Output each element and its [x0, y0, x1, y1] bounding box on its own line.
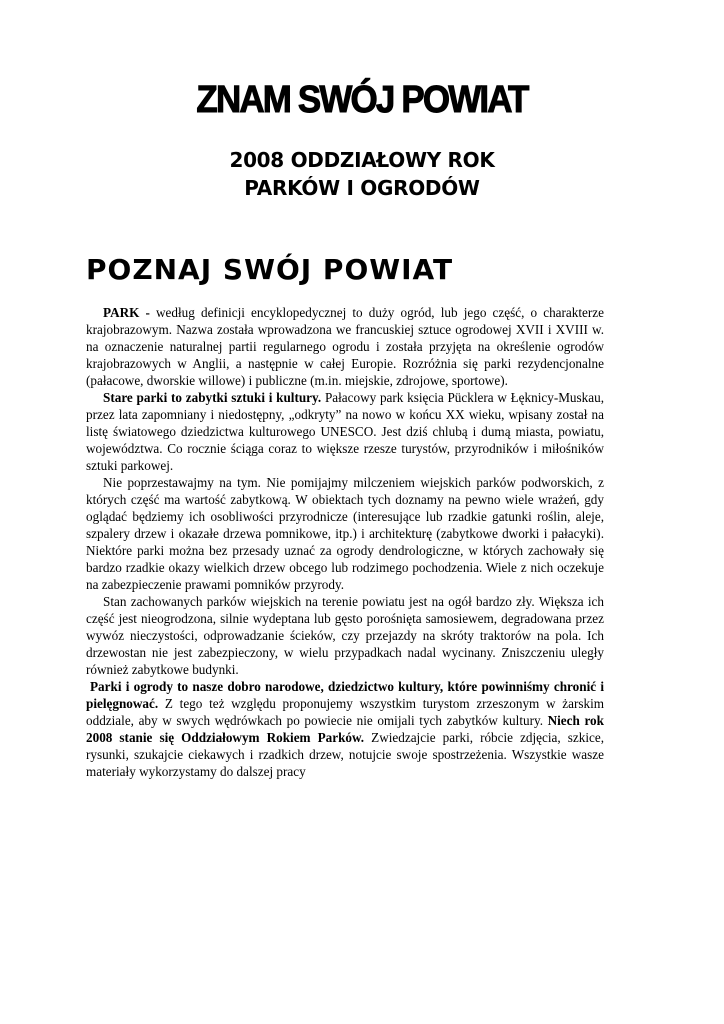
paragraph-1 — [86, 304, 604, 389]
paragraph-1-text: według definicji encyklopedycznej to duży ogród, lub jego część, o charakterze krajobrazowym. Nazwa została wprowadzona we francuskiej sztuce ogrodowej XVII i XVIII w. na oznaczenie naturalnej partii regularnego ogrodu i została przyjęta na określenie ogrodów krajobrazowych w Anglii, a następnie w całej Europie. Rozróżnia się parki rezydencjonalne (pałacowe, dworskie willowe) i publiczne (m.in. miejskie, zdrojowe, sportowe). — [86, 305, 604, 388]
paragraph-5-text-1: Z tego też względu proponujemy wszystkim turystom zrzeszonym w żarskim oddziale, aby w swych wędrówkach po powiecie nie omijali tych zabytków kultury. — [86, 696, 604, 728]
paragraph-2 — [86, 389, 604, 474]
paragraph-5-text-2: Zwiedzajcie parki, róbcie zdjęcia, szkice, rysunki, szukajcie ciekawych i rzadkich drzew, notujcie swoje spostrzeżenia. Wszystkie wasze materiały wykorzystamy do dalszej pracy — [86, 730, 604, 779]
section-heading: POZNAJ SWÓJ POWIAT — [86, 253, 454, 286]
paragraph-5 — [86, 678, 604, 780]
paragraph-4: Stan zachowanych parków wiejskich na terenie powiatu jest na ogół bardzo zły. Większa ich część jest nieogrodzona, silnie wydeptana lub gęsto porośnięta samosiewem, degradowana przez wywóz nieczystości, odprowadzanie ścieków, czy przejazdy na skróty traktorów na pola. Ich drzewostan nie jest zabezpieczony, w wielu przypadkach nadal wycinany. Zniszczeniu uległy również zabytkowe budynki. — [86, 594, 604, 677]
paragraph-2-text: Pałacowy park księcia Pücklera w Łęknicy-Muskau, przez lata zapomniany i niedostępny, „odkryty” na nowo w końcu XX wieku, wpisany został na listę światowego dziedzictwa kulturowego UNESCO. Jest dziś chlubą i dumą miasta, powiatu, województwa. Co rocznie ściąga coraz to większe rzesze turystów, przyrodników i miłośników sztuki parkowej. — [86, 390, 604, 473]
document-subtitle — [0, 146, 724, 202]
subtitle-line-2: PARKÓW I OGRODÓW — [244, 176, 480, 200]
paragraph-5-bold-1: Parki i ogrody to nasze dobro narodowe, dziedzictwo kultury, które powinniśmy chronić i pielęgnować. — [86, 679, 604, 711]
paragraph-2-bold: Stare parki to zabytki sztuki i kultury. — [103, 390, 322, 405]
body-text — [86, 304, 604, 780]
document-title: ZNAM SWÓJ POWIAT — [196, 79, 528, 121]
subtitle-line-1: 2008 ODDZIAŁOWY ROK — [229, 148, 495, 172]
paragraph-1-bold: PARK - — [103, 305, 150, 320]
paragraph-3: Nie poprzestawajmy na tym. Nie pomijajmy milczeniem wiejskich parków podworskich, z których część ma wartość zabytkową. W obiektach tych doznamy na pewno wiele wrażeń, gdy oglądać będziemy ich osobliwości przyrodnicze (interesujące lub rzadkie gatunki roślin, aleje, szpalery drzew i okazałe drzewa pomnikowe, itp.) i architekturę (zabytkowe dworki i pałacyki). Niektóre parki można bez przesady uznać za ogrody dendrologiczne, w których zachowały się bardzo rzadkie okazy wielkich drzew obcego lub rodzimego pochodzenia. Wiele z nich oczekuje na zabezpieczenie prawami pomników przyrody. — [86, 475, 604, 592]
paragraph-5-bold-2: Niech rok 2008 stanie się Oddziałowym Rokiem Parków. — [86, 713, 604, 745]
